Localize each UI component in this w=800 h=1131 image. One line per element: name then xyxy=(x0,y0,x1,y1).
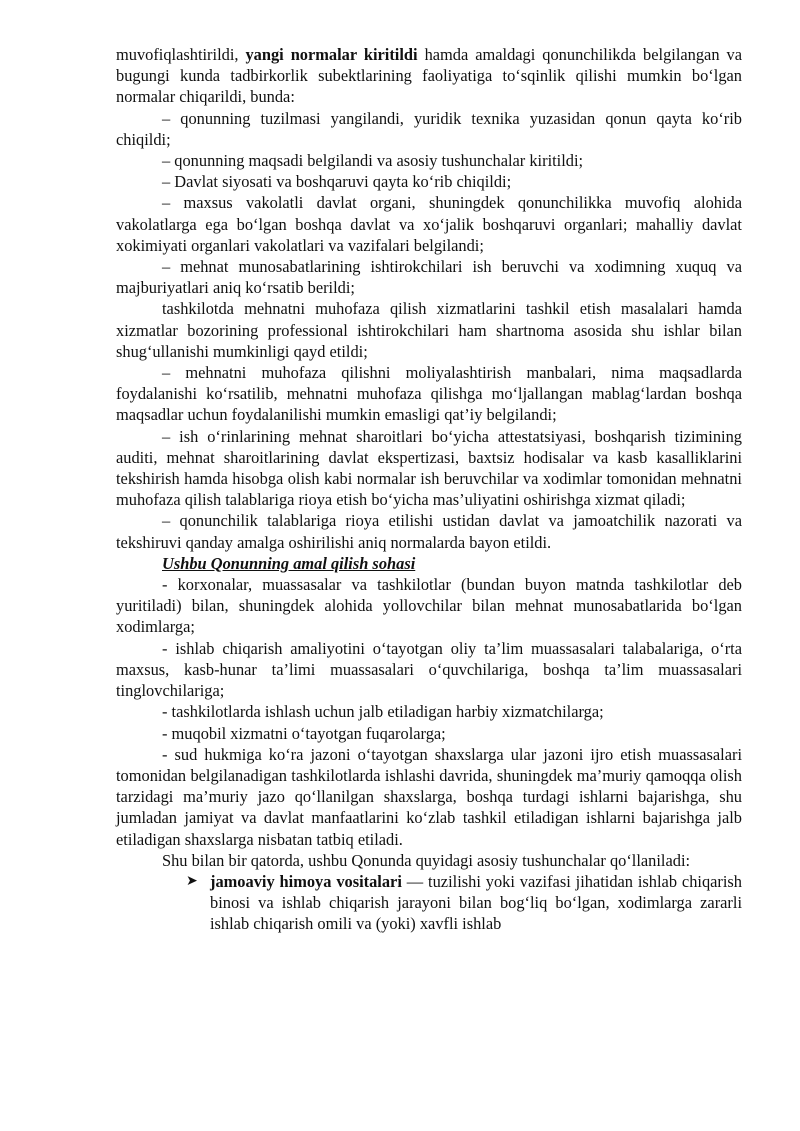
section-heading-text: Ushbu Qonunning amal qilish sohasi xyxy=(162,553,416,573)
intro-paragraph xyxy=(116,44,742,108)
list1-item: – ish o‘rinlarining mehnat sharoitlari bo‘yicha attestatsiyasi, boshqarish tizimining auditi, mehnat sharoitlarining davlat ekspertizasi, baxtsiz hodisalar va kasb kasalliklarini tekshirish hamda hisobga olish kabi normalar ish beruvchilar va xodimlar tomonidan mehnatni muhofaza qilish talablariga rioya etish bo‘yicha mas’uliyatini oshirishga xizmat qiladi; xyxy=(116,426,742,510)
definition-term: jamoaviy himoya vositalari xyxy=(210,871,402,891)
closing-paragraph: Shu bilan bir qatorda, ushbu Qonunda quyidagi asosiy tushunchalar qo‘llaniladi: xyxy=(162,850,691,870)
list1-item: – qonunchilik talablariga rioya etilishi ustidan davlat va jamoatchilik nazorati va tekshiruvi qanday amalga oshirilishi aniq normalarda bayon etildi. xyxy=(116,511,742,552)
section-heading xyxy=(116,553,742,574)
list1-item: – maxsus vakolatli davlat organi, shuningdek qonunchilikka muvofiq alohida vakolatlarga ega bo‘lgan boshqa davlat va xo‘jalik boshqaruvi organlari; mahalliy davlat xokimiyati organlari vakolatlari va vazifalari belgilandi; xyxy=(116,193,742,255)
list1-item: tashkilotda mehnatni muhofaza qilish xizmatlarini tashkil etish masalalari hamda xizmatlar bozorining professional ishtirokchilari ham shartnoma asosida shu ishlar bilan shug‘ullanishi mumkinligi qayd etildi; xyxy=(116,299,742,361)
definition-item xyxy=(186,871,742,935)
list2-item: - tashkilotlarda ishlash uchun jalb etiladigan harbiy xizmatchilarga; xyxy=(162,702,604,722)
list1-item: – mehnat munosabatlarining ishtirokchilari ish beruvchi va xodimning xuquq va majburiyatlari aniq ko‘rsatib berildi; xyxy=(116,257,742,298)
intro-rest: hamda amaldagi qonunchilikda belgilangan va bugungi kunda tadbirkorlik subektlarining faoliyatiga to‘sqinlik qilishi mumkin bo‘lgan normalar chiqarildi, bunda: xyxy=(116,45,742,107)
arrow-bullet-icon: ➤ xyxy=(186,872,198,889)
list1-item: – qonunning tuzilmasi yangilandi, yuridik texnika yuzasidan qonun qayta ko‘rib chiqildi; xyxy=(116,108,742,149)
intro-lead: muvofiqlashtirildi, xyxy=(116,45,246,64)
list2-item: - sud hukmiga ko‘ra jazoni o‘tayotgan shaxslarga ular jazoni ijro etish muassasalari tomonidan belgilanadigan tashkilotlarda ishlashi davrida, shuningdek ma’muriy qamoqqa olish tarzidagi ma’muriy jazo qo‘llanilgan shaxslarga, boshqa turdagi ishlarni bajarishga, shu jumladan jamiyat va davlat manfaatlarini ko‘zlab tashkil etiladigan ishlarni bajarishga jalb etiladigan shaxslarga nisbatan tatbiq etiladi. xyxy=(116,744,742,849)
intro-bold: yangi normalar kiritildi xyxy=(245,45,418,64)
list1-item: – qonunning maqsadi belgilandi va asosiy tushunchalar kiritildi; xyxy=(162,151,584,171)
list1-item: – Davlat siyosati va boshqaruvi qayta ko‘rib chiqildi; xyxy=(162,172,512,192)
definition-text: — tuzilishi yoki vazifasi jihatidan ishlab chiqarish binosi va ishlab chiqarish jarayoni bilan bog‘liq bo‘lgan, xodimlarga zararli ishlab chiqarish omili va (yoki) xavfli ishlab xyxy=(210,871,742,934)
list2-item: - muqobil xizmatni o‘tayotgan fuqarolarga; xyxy=(162,723,446,743)
list2-item: - korxonalar, muassasalar va tashkilotlar (bundan buyon matnda tashkilotlar deb yuritiladi) bilan, shuningdek alohida yollovchilar bilan mehnat munosabatlarida bo‘lgan xodimlarga; xyxy=(116,575,742,637)
list2-item: - ishlab chiqarish amaliyotini o‘tayotgan oliy ta’lim muassasalari talabalariga, o‘rta maxsus, kasb-hunar ta’limi muassasalari o‘quvchilariga, boshqa ta’lim muassasalari tinglovchilariga; xyxy=(116,638,742,701)
list1-item: – mehnatni muhofaza qilishni moliyalashtirish manbalari, nima maqsadlarda foydalanishi ko‘rsatilib, mehnatni muhofaza qilishga mo‘ljallangan mablag‘lardan boshqa maqsadlar uchun foydalanilishi mumkin emasligi qat’iy belgilandi; xyxy=(116,363,742,425)
